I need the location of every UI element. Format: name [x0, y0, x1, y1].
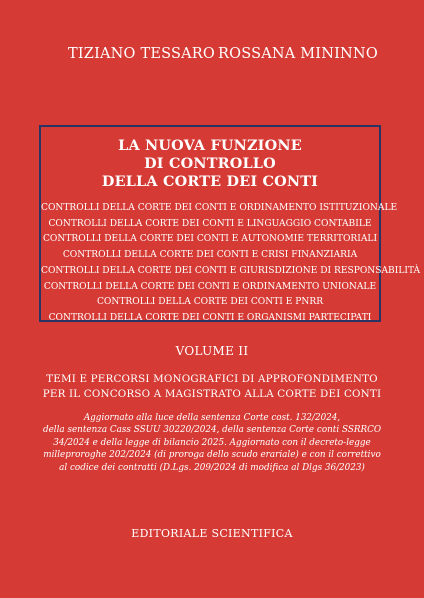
topic-item: CONTROLLI DELLA CORTE DEI CONTI E ORDINAMENTO UNIONALE: [43, 281, 377, 292]
topic-item: CONTROLLI DELLA CORTE DEI CONTI E ORDINAMENTO ISTITUZIONALE: [41, 203, 398, 213]
title-line: DELLA CORTE DEI CONTI: [101, 173, 319, 190]
topic-item: CONTROLLI DELLA CORTE DEI CONTI E CRISI FINANZIARIA: [62, 250, 358, 261]
title-line: LA NUOVA FUNZIONE: [118, 137, 302, 154]
note-line: Aggiornato alla luce della sentenza Corte cost. 132/2024,: [83, 413, 341, 423]
note-line: della sentenza Cass SSUU 30220/2024, della sentenza Corte conti SSRRCO: [42, 425, 382, 436]
subtitle-line: TEMI E PERCORSI MONOGRAFICI DI APPROFONDIMENTO: [46, 373, 378, 385]
author-name: ROSSANA MININNO: [218, 46, 378, 62]
note-line: al codice dei contratti (D.Lgs. 209/2024 di modifica al Dlgs 36/2023): [59, 462, 365, 473]
topic-item: CONTROLLI DELLA CORTE DEI CONTI E PNRR: [96, 297, 324, 308]
authors: [0, 46, 424, 66]
update-note: [0, 412, 424, 474]
topic-item: CONTROLLI DELLA CORTE DEI CONTI E AUTONOMIE TERRITORIALI: [42, 234, 378, 245]
subtitle-line: PER IL CONCORSO A MAGISTRATO ALLA CORTE DEI CONTI: [42, 388, 382, 400]
title-line: DI CONTROLLO: [144, 155, 276, 172]
note-line: 34/2024 e della legge di bilancio 2025. Aggiornato con il decreto-legge: [53, 437, 371, 448]
topic-list: [41, 201, 421, 327]
note-line: milleproroghe 202/2024 (di proroga dello scudo erariale) e con il correttivo: [43, 450, 381, 461]
author-name: TIZIANO TESSARO: [68, 46, 216, 62]
book-title: [41, 137, 379, 191]
publisher-name: EDITORIALE SCIENTIFICA: [131, 527, 293, 540]
topic-item: CONTROLLI DELLA CORTE DEI CONTI E ORGANISMI PARTECIPATI: [48, 312, 372, 323]
subtitle: [0, 372, 424, 402]
topic-item: CONTROLLI DELLA CORTE DEI CONTI E GIURISDIZIONE DI RESPONSABILITÀ: [41, 265, 421, 276]
topic-item: CONTROLLI DELLA CORTE DEI CONTI E LINGUAGGIO CONTABILE: [48, 218, 372, 229]
volume-label: VOLUME II: [175, 344, 249, 358]
title-box: [39, 125, 421, 323]
